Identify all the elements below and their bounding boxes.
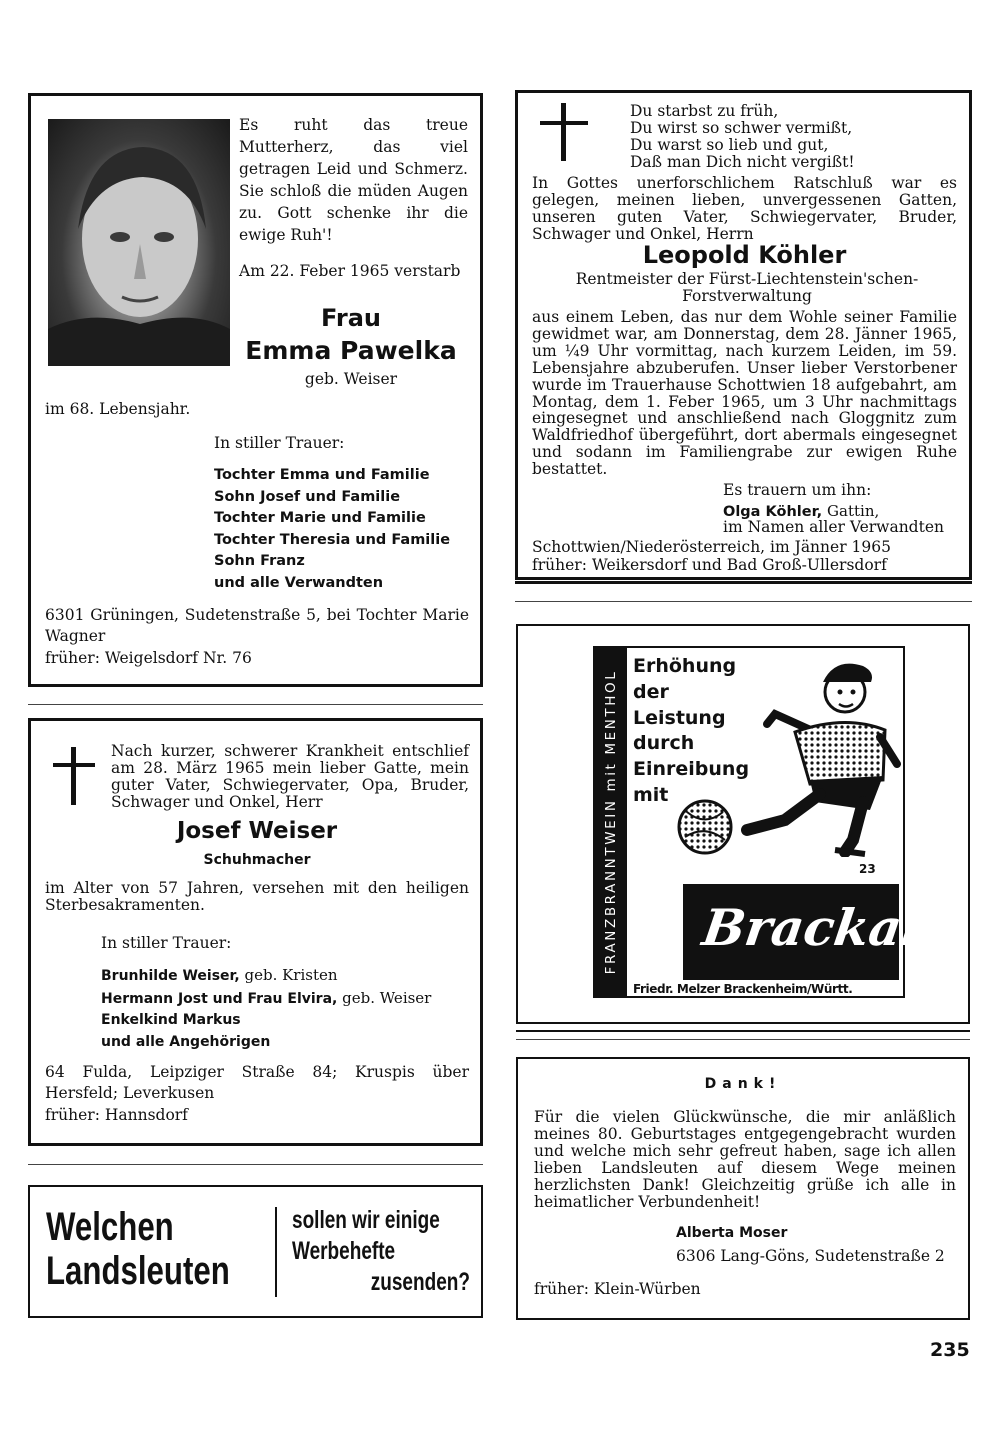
brand-logo: Brackal	[698, 898, 925, 957]
koehler-widow: Olga Köhler, Gattin,	[723, 502, 880, 520]
weiser-profession: Schuhmacher	[203, 852, 311, 868]
ad-headline: Erhöhung der Leistung durch Einreibung mit	[633, 655, 750, 806]
promo-right: sollen wir einige Werbehefte zusenden?	[292, 1206, 470, 1296]
promo-divider	[275, 1207, 277, 1297]
koehler-former: früher: Weikersdorf und Bad Groß-Ullersdorf	[532, 556, 887, 574]
football-player-illustration	[635, 652, 903, 857]
koehler-mourning-label: Es trauern um ihn:	[723, 481, 872, 499]
list-item: und alle Angehörigen	[101, 1033, 271, 1050]
obituary-pawelka	[28, 93, 483, 687]
brackal-advertisement	[516, 624, 970, 1024]
divider	[516, 1030, 970, 1032]
cross-icon	[53, 747, 95, 805]
koehler-name: Leopold Köhler	[642, 241, 847, 269]
koehler-relatives: im Namen aller Verwandten	[723, 518, 944, 536]
promo-box	[28, 1185, 483, 1318]
weiser-mourning-label: In stiller Trauer:	[101, 934, 232, 952]
vertical-band	[595, 648, 627, 996]
list-item: Tochter Marie und Familie	[214, 510, 426, 526]
list-item: Sohn Josef und Familie	[214, 488, 401, 505]
weiser-address: 64 Fulda, Leipziger Straße 84; Kruspis über Hersfeld; Leverkusen	[45, 1063, 469, 1102]
koehler-profession: Rentmeister der Fürst-Liechtenstein'schen-Forstverwaltung	[575, 270, 919, 305]
pawelka-born: geb. Weiser	[304, 370, 398, 388]
pawelka-name: Emma Pawelka	[245, 336, 457, 365]
list-item: Brunhilde Weiser, geb. Kristen	[101, 966, 338, 984]
pawelka-poem: Es ruht das treue Mutterherz, das viel getragen Leid und Schmerz. Sie schloß die müden Augen zu. Gott schenke ihr die ewige Ruh'!	[239, 116, 468, 244]
thanks-notice	[516, 1057, 970, 1320]
pawelka-mourning-label: In stiller Trauer:	[214, 434, 345, 452]
pawelka-title: Frau	[321, 304, 381, 332]
list-item: Tochter Theresia und Familie	[214, 531, 451, 548]
pawelka-death-text: Am 22. Feber 1965 verstarb	[239, 262, 461, 280]
weiser-name: Josef Weiser	[176, 818, 338, 844]
koehler-text: aus einem Leben, das nur dem Wohle seiner Familie gewidmet war, am Donnerstag, dem 28. Jänner 1965, um ¼9 Uhr vormittag, nach kurzem Leiden, im 59. Lebensjahre abzuberufen. Unser lieber Verstorbener wurde im Trauerhause Schottwien 18 aufgebahrt, am Montag, dem 1. Feber 1965, um 3 Uhr nachmittags eingesegnet und anschließend nach Gloggnitz zum Waldfriedhof übergeführt, dort abermals eingesegnet und sodann im Familiengrabe zur ewigen Ruhe bestattet.	[532, 308, 957, 479]
ad-maker: Friedr. Melzer Brackenheim/Württ.	[633, 982, 853, 996]
vertical-text: FRANZBRANNTWEIN mit MENTHOL	[603, 669, 619, 975]
koehler-poem: Du starbst zu früh, Du wirst so schwer vermißt, Du warst so lieb und gut, Daß man Dich nicht vergißt!	[630, 102, 855, 171]
page-number: 235	[930, 1339, 970, 1361]
weiser-mourners	[101, 965, 471, 1053]
divider	[516, 1039, 970, 1040]
list-item: und alle Verwandten	[214, 574, 384, 591]
koehler-place: Schottwien/Niederösterreich, im Jänner 1965	[532, 538, 891, 556]
divider	[515, 581, 972, 584]
koehler-intro: In Gottes unerforschlichem Ratschluß war es gelegen, meinen lieben, unvergessenen Gatten, unseren guten Vater, Schwiegervater, Bruder, Schwager und Onkel, Herrn	[532, 174, 957, 243]
weiser-age-text: im Alter von 57 Jahren, versehen mit den heiligen Sterbesakramenten.	[45, 879, 469, 914]
ad-inner-frame	[593, 646, 925, 998]
list-item: Enkelkind Markus	[101, 1012, 241, 1028]
obituary-weiser	[28, 718, 483, 1146]
brand-panel	[683, 884, 925, 980]
jersey-number: 23	[859, 862, 876, 876]
cross-icon	[540, 103, 588, 161]
thanks-name: Alberta Moser	[676, 1225, 788, 1241]
list-item: Tochter Emma und Familie	[214, 467, 430, 483]
thanks-address: 6306 Lang-Göns, Sudetenstraße 2	[676, 1247, 945, 1265]
thanks-title: Dank!	[704, 1076, 782, 1092]
pawelka-mourners	[214, 465, 469, 594]
thanks-former: früher: Klein-Würben	[534, 1280, 701, 1298]
obituary-koehler	[515, 90, 972, 580]
portrait-photo	[48, 119, 230, 366]
divider	[28, 704, 483, 705]
pawelka-address: 6301 Grüningen, Sudetenstraße 5, bei Tochter Marie Wagner	[45, 606, 469, 645]
thanks-text: Für die vielen Glückwünsche, die mir anläßlich meines 80. Geburtstages entgegengebracht wurden und welche mich sehr gefreut haben, sage ich allen lieben Landsleuten auf diesem Wege meinen herzlichsten Dank! Gleichzeitig grüße ich alle in heimatlicher Verbundenheit!	[534, 1108, 956, 1211]
pawelka-age: im 68. Lebensjahr.	[45, 400, 191, 418]
list-item: Hermann Jost und Frau Elvira, geb. Weiser	[101, 988, 432, 1007]
pawelka-former: früher: Weigelsdorf Nr. 76	[45, 649, 252, 667]
divider	[28, 1164, 483, 1165]
list-item: Sohn Franz	[214, 553, 305, 569]
weiser-former: früher: Hannsdorf	[45, 1106, 188, 1124]
promo-left: Welchen Landsleuten	[46, 1205, 230, 1293]
divider	[515, 601, 972, 602]
weiser-text: Nach kurzer, schwerer Krankheit entschlief am 28. März 1965 mein lieber Gatte, mein guter Vater, Schwiegervater, Opa, Bruder, Schwager und Onkel, Herr	[111, 742, 469, 811]
